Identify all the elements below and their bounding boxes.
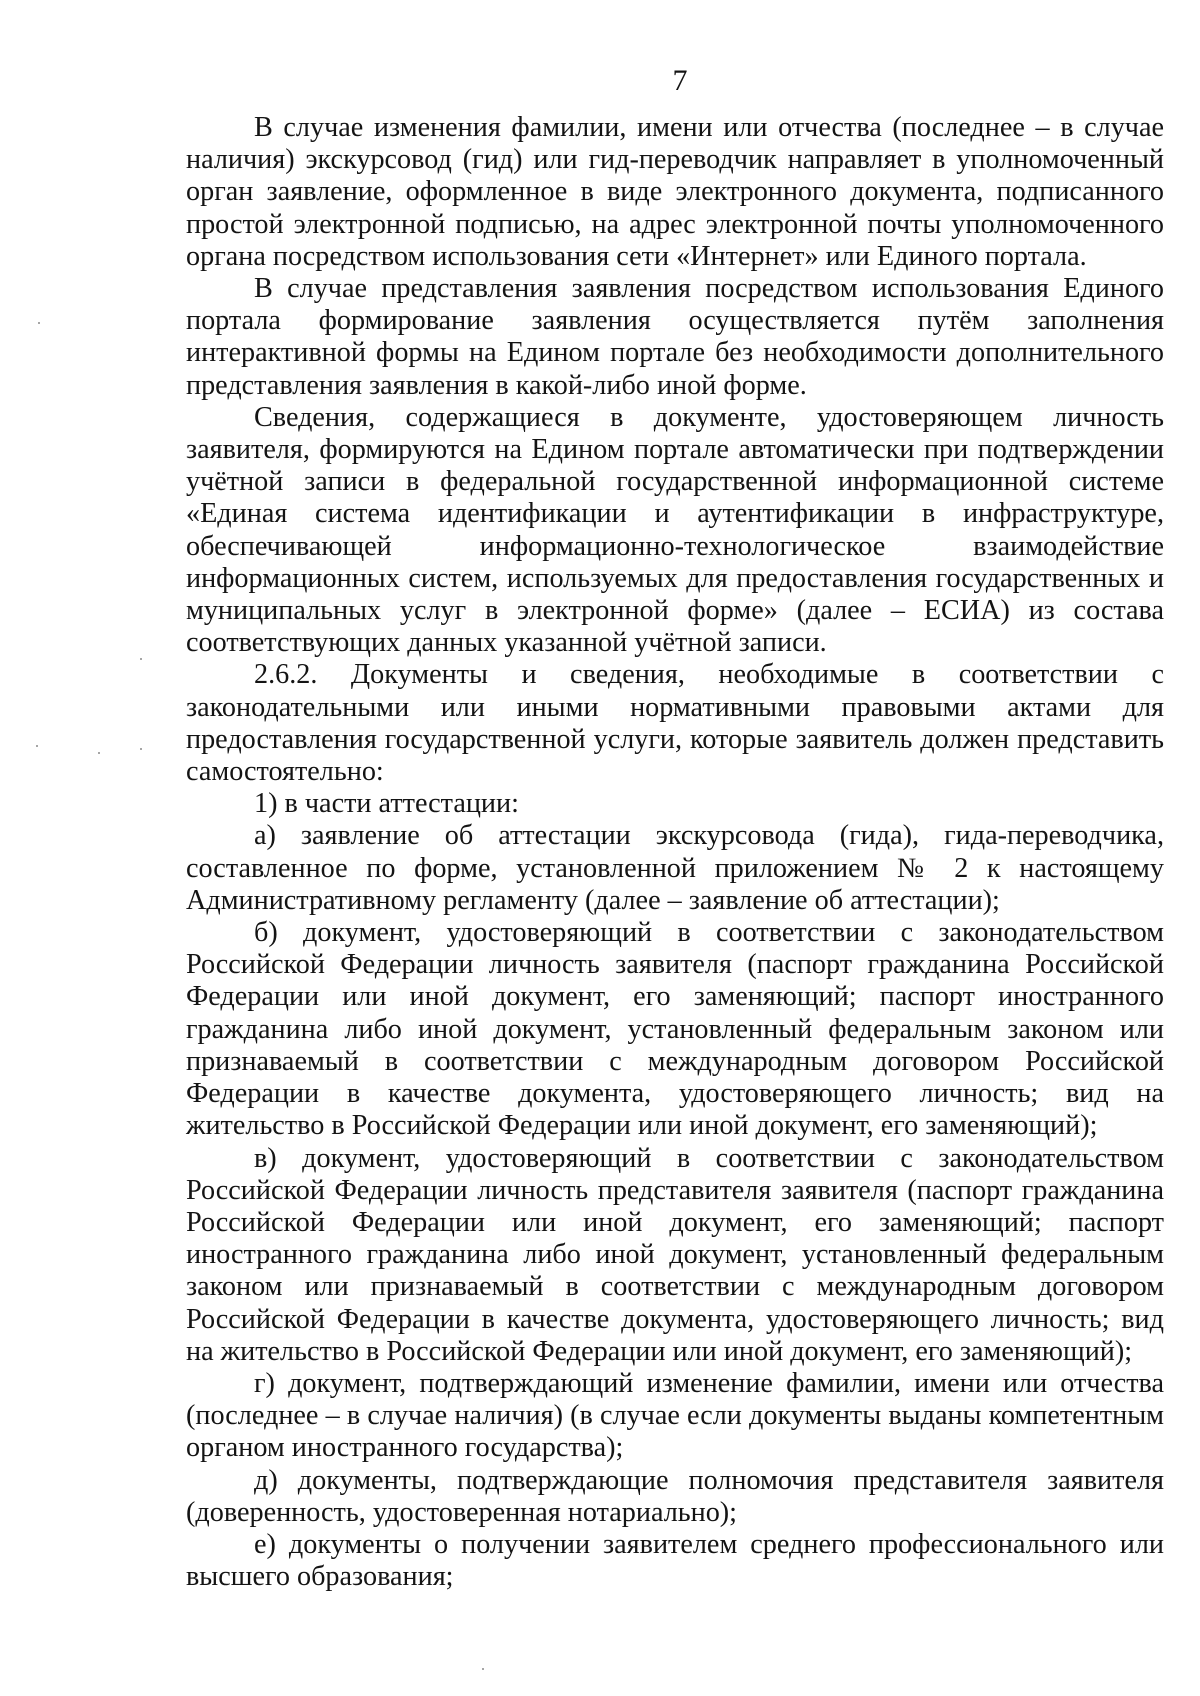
paragraph-item-g: г) документ, подтверждающий изменение фамилии, имени или отчества (последнее – в случае наличия) (в случае если документы выданы компетентным органом иностранного государства); bbox=[186, 1367, 1164, 1464]
paragraph-item-v: в) документ, удостоверяющий в соответствии с законодательством Российской Федерации личность представителя заявителя (паспорт гражданина Российской Федерации или иной документ, его заменяющий; паспорт иностранного гражданина либо иной документ, установленный федеральным законом или признаваемый в соответствии с международным договором Российской Федерации в качестве документа, удостоверяющего личность; вид на жительство в Российской Федерации или иной документ, его заменяющий); bbox=[186, 1142, 1164, 1367]
paragraph-section-2-6-2: 2.6.2. Документы и сведения, необходимые в соответствии с законодательными или иными нормативными правовыми актами для предоставления государственной услуги, которые заявитель должен представить самостоятельно: bbox=[186, 659, 1164, 788]
scan-speck bbox=[38, 322, 40, 324]
scan-speck bbox=[98, 752, 100, 754]
scan-speck bbox=[482, 1668, 484, 1670]
paragraph-item-b: б) документ, удостоверяющий в соответствии с законодательством Российской Федерации личность заявителя (паспорт гражданина Российской Федерации или иной документ, его заменяющий; паспорт иностранного гражданина либо иной документ, установленный федеральным законом или признаваемый в соответствии с международным договором Российской Федерации в качестве документа, удостоверяющего личность; вид на жительство в Российской Федерации или иной документ, его заменяющий); bbox=[186, 917, 1164, 1142]
paragraph-item-d: д) документы, подтверждающие полномочия представителя заявителя (доверенность, удостоверенная нотариально); bbox=[186, 1464, 1164, 1528]
scan-speck bbox=[36, 745, 38, 747]
paragraph-portal-submission: В случае представления заявления посредством использования Единого портала формирование заявления осуществляется путём заполнения интерактивной формы на Едином портале без необходимости дополнительного представления заявления в какой-либо иной форме. bbox=[186, 273, 1164, 401]
scan-speck bbox=[140, 748, 142, 750]
scan-speck bbox=[140, 658, 142, 660]
page-number: 7 bbox=[672, 64, 688, 97]
paragraph-item-a: а) заявление об аттестации экскурсовода (гида), гида-переводчика, составленное по форме, установленной приложением № 2 к настоящему Административному регламенту (далее – заявление об аттестации); bbox=[186, 820, 1164, 916]
document-body bbox=[186, 112, 1164, 1593]
paragraph-name-change: В случае изменения фамилии, имени или отчества (последнее – в случае наличия) экскурсовод (гид) или гид-переводчик направляет в уполномоченный орган заявление, оформленное в виде электронного документа, подписанного простой электронной подписью, на адрес электронной почты уполномоченного органа посредством использования сети «Интернет» или Единого портала. bbox=[186, 112, 1164, 272]
paragraph-item-1: 1) в части аттестации: bbox=[254, 788, 519, 820]
paragraph-esia-data: Сведения, содержащиеся в документе, удостоверяющем личность заявителя, формируются на Едином портале автоматически при подтверждении учётной записи в федеральной государственной информационной системе «Единая система идентификации и аутентификации в инфраструктуре, обеспечивающей информационно-технологическое взаимодействие информационных систем, используемых для предоставления государственных и муниципальных услуг в электронной форме» (далее – ЕСИА) из состава соответствующих данных указанной учётной записи. bbox=[186, 401, 1164, 659]
paragraph-item-e: е) документы о получении заявителем среднего профессионального или высшего образования; bbox=[186, 1528, 1164, 1593]
